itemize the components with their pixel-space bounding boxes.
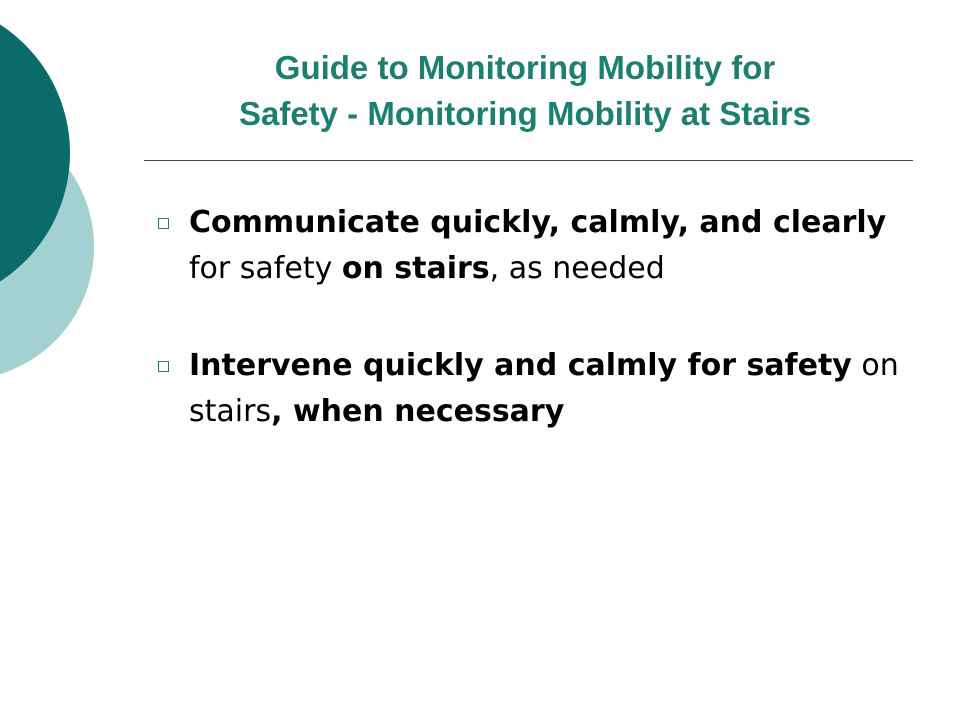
bullet-text-bold: Communicate quickly, calmly, and clearly	[189, 205, 887, 240]
bullet-text-bold: on stairs	[341, 251, 490, 286]
bullet-text: , as needed	[489, 251, 665, 286]
square-bullet-icon	[158, 218, 169, 229]
bullet-item	[152, 343, 912, 435]
bullet-list	[152, 200, 912, 435]
slide-title	[140, 45, 910, 137]
bullet-text-bold: , when necessary	[271, 394, 565, 429]
slide-title-line-2: Safety - Monitoring Mobility at Stairs	[238, 95, 812, 132]
bullet-text: for safety	[189, 251, 342, 286]
title-divider	[144, 160, 913, 161]
bullet-text: on stairs	[189, 348, 899, 429]
bullet-text-bold: Intervene quickly and calmly for safety	[189, 348, 852, 383]
slide-title-line-1: Guide to Monitoring Mobility for	[274, 49, 776, 86]
square-bullet-icon	[158, 361, 169, 372]
bullet-item	[152, 200, 912, 292]
